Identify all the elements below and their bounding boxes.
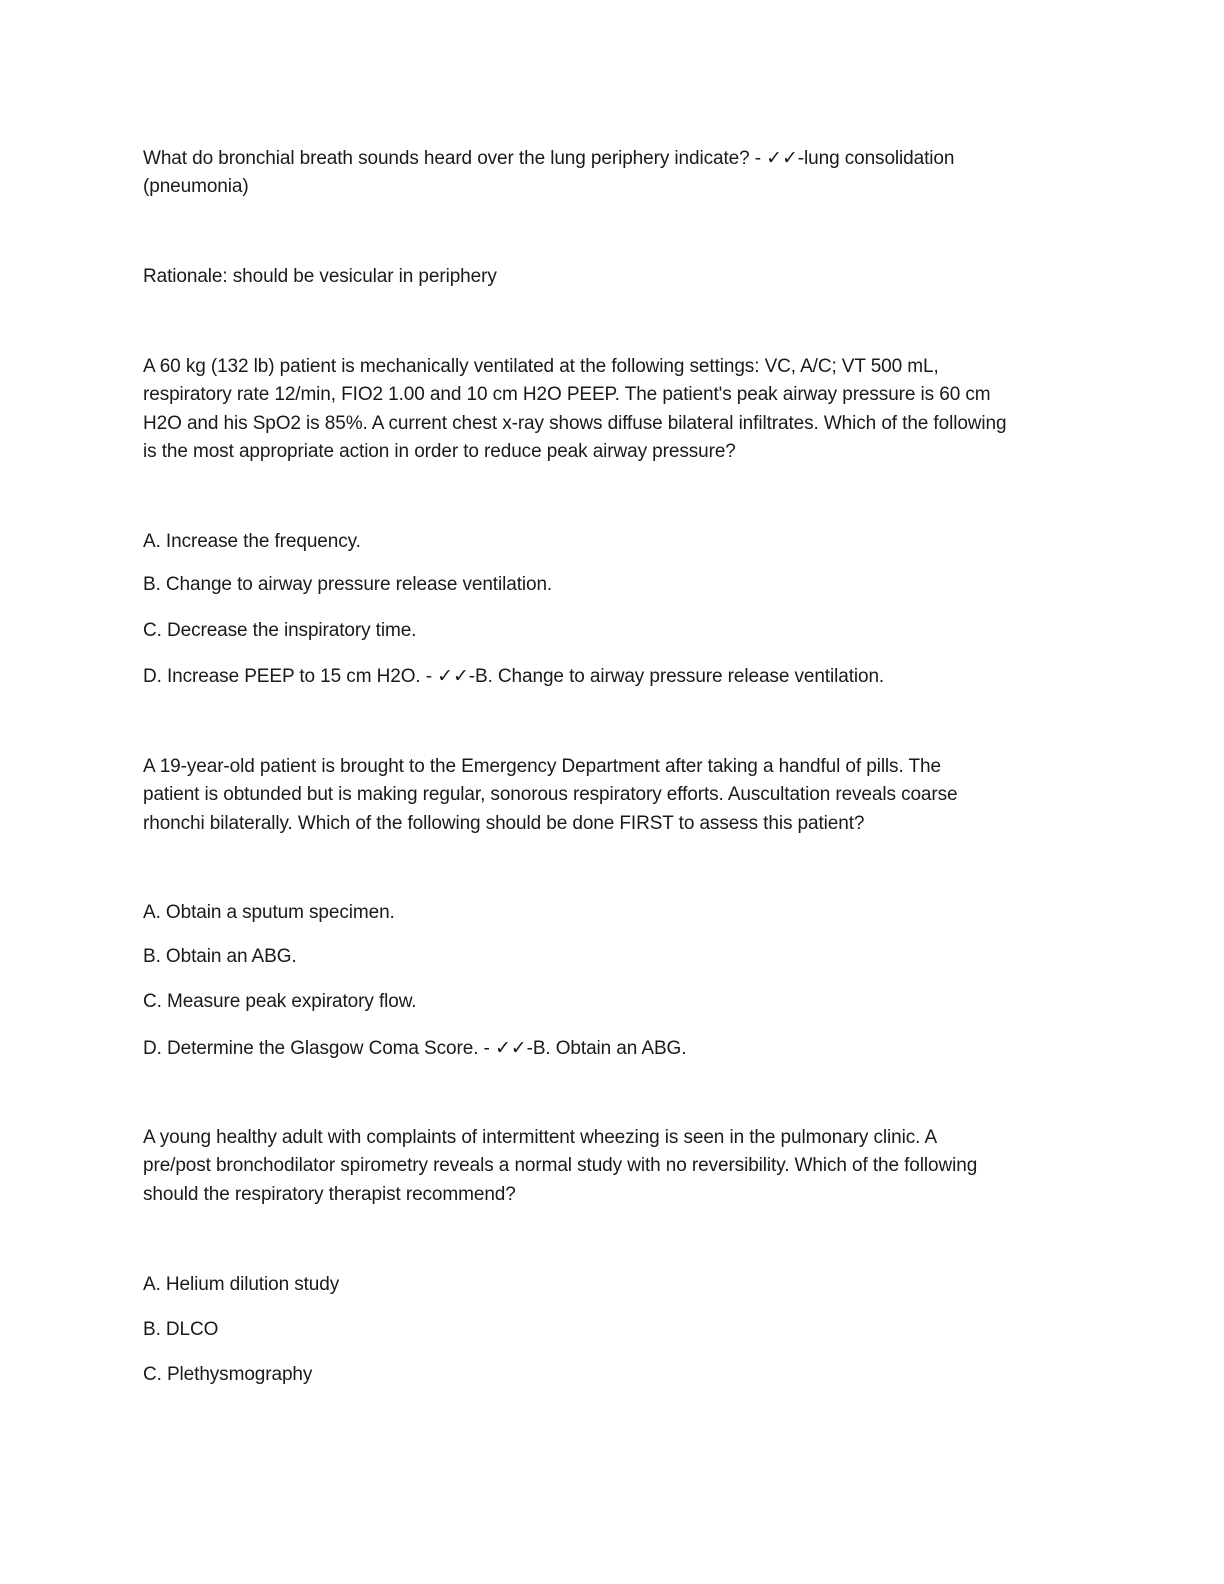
question-2-line-2: respiratory rate 12/min, FIO2 1.00 and 10 cm H2O PEEP. The patient's peak airway pressure is 60 cm: [143, 384, 991, 406]
question-3-line-3: rhonchi bilaterally. Which of the following should be done FIRST to assess this patient?: [143, 812, 865, 834]
question-4-option-c: C. Plethysmography: [143, 1364, 313, 1385]
question-4-line-3: should the respiratory therapist recommend?: [143, 1183, 516, 1205]
question-2-line-3: H2O and his SpO2 is 85%. A current chest x-ray shows diffuse bilateral infiltrates. Which of the following: [143, 412, 1007, 434]
question-1-line-2: (pneumonia): [143, 176, 249, 198]
question-2: [143, 353, 1083, 467]
question-2-line-1: A 60 kg (132 lb) patient is mechanically ventilated at the following settings: VC, A/C; VT 500 mL,: [143, 356, 939, 377]
question-4-option-a: A. Helium dilution study: [143, 1274, 340, 1295]
question-2-option-a: A. Increase the frequency.: [143, 531, 361, 552]
question-3-option-a: A. Obtain a sputum specimen.: [143, 902, 395, 923]
question-4-option-b: B. DLCO: [143, 1319, 219, 1340]
question-1-line-1: What do bronchial breath sounds heard over the lung periphery indicate? - ✓✓-lung consolidation: [143, 148, 955, 169]
question-4-line-2: pre/post bronchodilator spirometry reveals a normal study with no reversibility. Which of the following: [143, 1155, 978, 1177]
question-2-option-c: C. Decrease the inspiratory time.: [143, 620, 417, 641]
question-3: [143, 753, 1083, 838]
rationale-1: [143, 263, 1083, 291]
question-2-line-4: is the most appropriate action in order to reduce peak airway pressure?: [143, 441, 736, 463]
question-2-option-d-answer: D. Increase PEEP to 15 cm H2O. - ✓✓-B. Change to airway pressure release ventilation.: [143, 666, 885, 687]
question-3-option-d-answer: D. Determine the Glasgow Coma Score. - ✓✓-B. Obtain an ABG.: [143, 1038, 687, 1059]
rationale-1-line-1: Rationale: should be vesicular in periphery: [143, 266, 497, 287]
question-4-line-1: A young healthy adult with complaints of intermittent wheezing is seen in the pulmonary clinic. A: [143, 1127, 938, 1148]
question-3-line-1: A 19-year-old patient is brought to the Emergency Department after taking a handful of pills. The: [143, 756, 941, 777]
question-2-option-b: B. Change to airway pressure release ventilation.: [143, 574, 553, 595]
question-3-option-c: C. Measure peak expiratory flow.: [143, 991, 417, 1012]
question-3-line-2: patient is obtunded but is making regular, sonorous respiratory efforts. Auscultation reveals coarse: [143, 784, 958, 806]
question-4: [143, 1124, 1083, 1209]
question-3-option-b: B. Obtain an ABG.: [143, 946, 297, 967]
question-1: [143, 145, 1083, 202]
